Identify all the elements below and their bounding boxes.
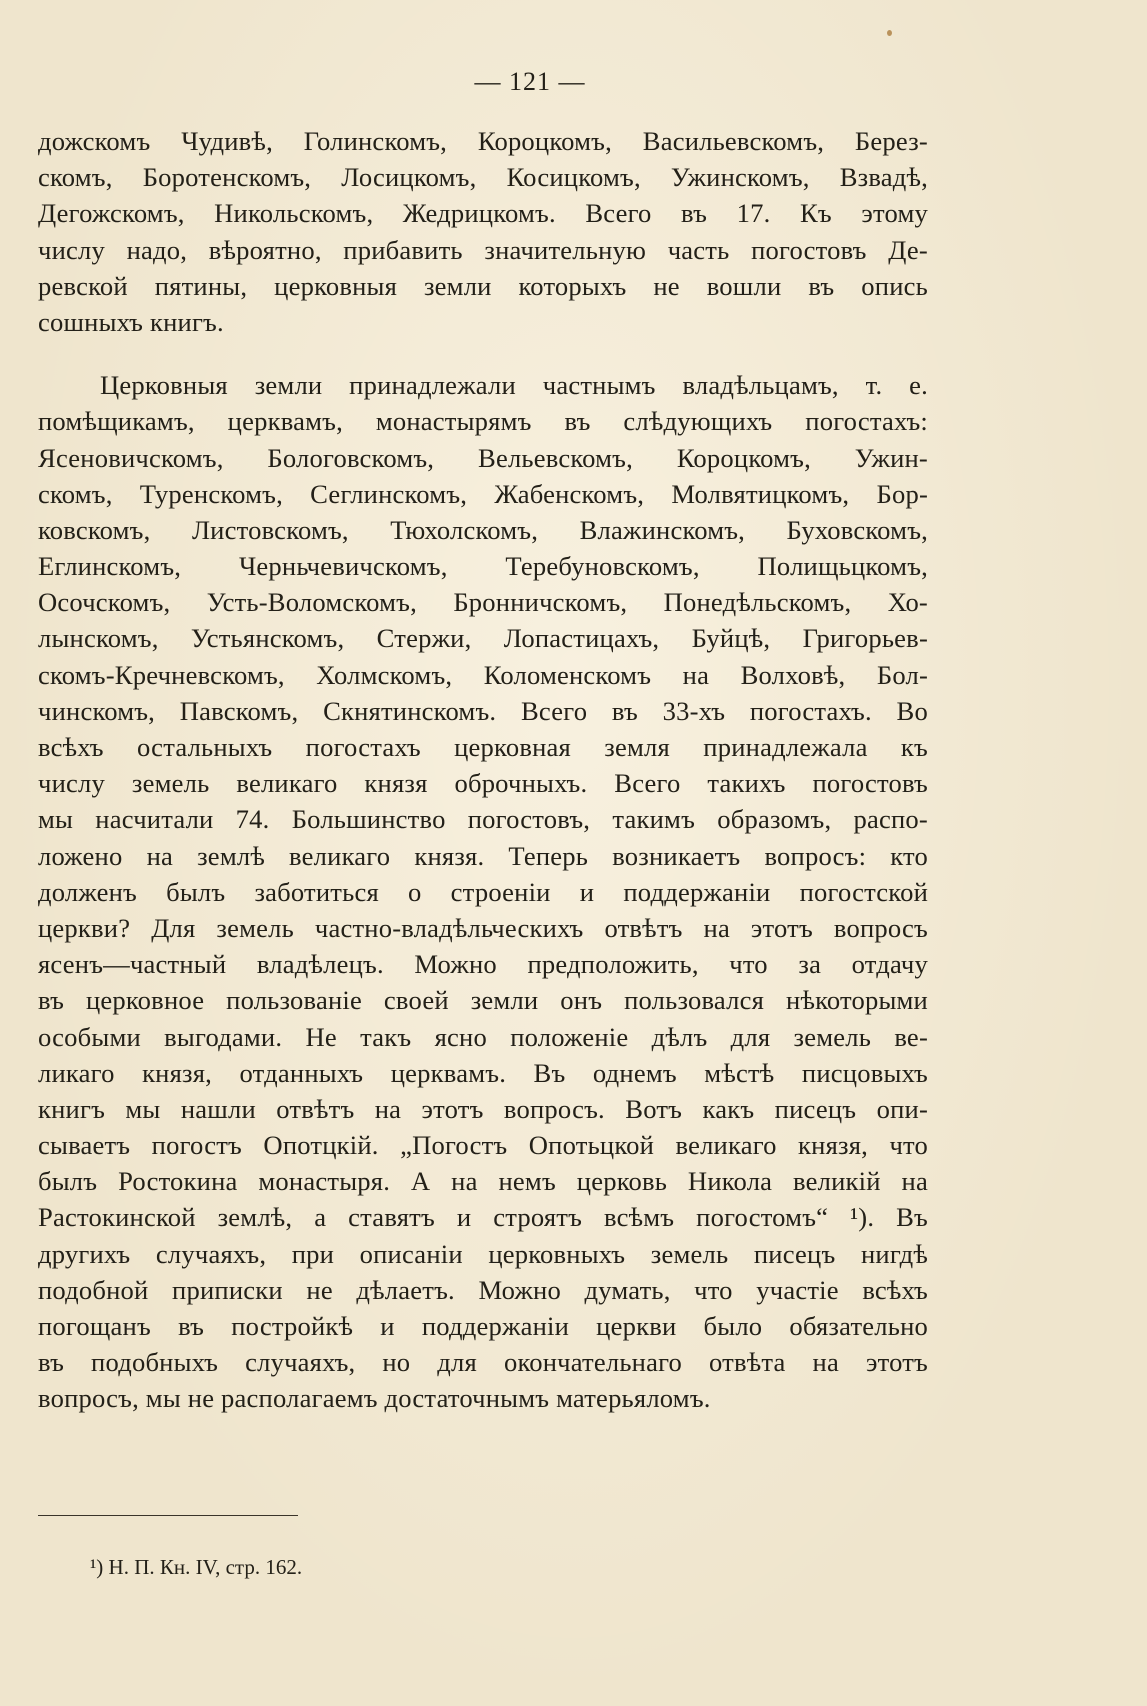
text-line: былъ Ростокина монастыря. А на немъ церковь Никола великій на [38, 1166, 928, 1197]
text-line: ковскомъ, Листовскомъ, Тюхолскомъ, Влажинскомъ, Буховскомъ, [38, 514, 928, 545]
text-line: ревской пятины, церковныя земли которыхъ не вошли въ опись [38, 270, 928, 301]
text-line: подобной приписки не дѣлаетъ. Можно думать, что участіе всѣхъ [38, 1274, 928, 1305]
text-line: въ подобныхъ случаяхъ, но для окончательнаго отвѣта на этотъ [38, 1347, 928, 1378]
paragraph [38, 123, 928, 340]
text-line: книгъ мы нашли отвѣтъ на этотъ вопросъ. Вотъ какъ писецъ опи- [38, 1093, 928, 1124]
text-line: особыми выгодами. Не такъ ясно положеніе дѣлъ для земель ве- [38, 1021, 928, 1052]
text-line: числу надо, вѣроятно, прибавить значительную часть погостовъ Де- [38, 234, 928, 265]
text-line: другихъ случаяхъ, при описаніи церковныхъ земель писецъ нигдѣ [38, 1238, 928, 1269]
text-line: Дегожскомъ, Никольскомъ, Жедрицкомъ. Всего въ 17. Къ этому [38, 198, 928, 229]
text-line: погощанъ въ постройкѣ и поддержаніи церкви было обязательно [38, 1311, 928, 1341]
text-line: въ церковное пользованіе своей земли онъ пользовался нѣкоторыми [38, 985, 928, 1016]
text-line: церкви? Для земель частно-владѣльческихъ отвѣтъ на этотъ вопросъ [38, 912, 928, 943]
footnote [90, 1552, 302, 1582]
footnote-text: Н. П. Кн. IV, стр. 162. [108, 1555, 303, 1579]
text-line: чинскомъ, Павскомъ, Скнятинскомъ. Всего въ 33-хъ погостахъ. Во [38, 695, 928, 726]
paper-speck [887, 30, 892, 36]
text-line: вопросъ, мы не располагаемъ достаточнымъ матерьяломъ. [38, 1383, 711, 1414]
text-line: долженъ былъ заботиться о строеніи и поддержаніи погостской [38, 876, 928, 907]
text-line: лынскомъ, Устьянскомъ, Стержи, Лопастицахъ, Буйцѣ, Григорьев- [38, 623, 928, 654]
footnote-marker: ¹) [90, 1555, 104, 1579]
text-line: дожскомъ Чудивѣ, Голинскомъ, Короцкомъ, Васильевскомъ, Берез- [38, 126, 928, 156]
text-line: ликаго князя, отданныхъ церквамъ. Въ однемъ мѣстѣ писцовыхъ [38, 1057, 928, 1088]
text-line: Церковныя земли принадлежали частнымъ владѣльцамъ, т. е. [100, 370, 928, 401]
text-line: скомъ, Боротенскомъ, Лосицкомъ, Косицкомъ, Ужинскомъ, Взвадѣ, [38, 162, 928, 193]
text-line: Осочскомъ, Усть-Воломскомъ, Бронничскомъ, Понедѣльскомъ, Хо- [38, 587, 928, 618]
body-text [38, 123, 928, 1417]
text-line: помѣщикамъ, церквамъ, монастырямъ въ слѣдующихъ погостахъ: [38, 406, 928, 437]
text-line: Еглинскомъ, Черньчевичскомъ, Теребуновскомъ, Полищьцкомъ, [38, 551, 928, 582]
text-line: числу земель великаго князя оброчныхъ. Всего такихъ погостовъ [38, 768, 928, 799]
page-number: — 121 — [474, 67, 586, 96]
text-line: скомъ, Туренскомъ, Сеглинскомъ, Жабенскомъ, Молвятицкомъ, Бор- [38, 478, 928, 509]
text-line: ложено на землѣ великаго князя. Теперь возникаетъ вопросъ: кто [38, 840, 928, 871]
text-line: сошныхъ книгъ. [38, 306, 224, 337]
text-line: ясенъ—частный владѣлецъ. Можно предположить, что за отдачу [38, 949, 928, 980]
paragraph [38, 367, 928, 1416]
text-line: всѣхъ остальныхъ погостахъ церковная земля принадлежала къ [38, 732, 928, 762]
text-line: скомъ-Кречневскомъ, Холмскомъ, Коломенскомъ на Волховѣ, Бол- [38, 659, 928, 690]
footnote-divider [38, 1515, 298, 1516]
paragraph-gap [38, 340, 928, 367]
text-line: Растокинской землѣ, а ставятъ и строятъ всѣмъ погостомъ“ ¹). Въ [38, 1202, 928, 1233]
text-line: мы насчитали 74. Большинство погостовъ, такимъ образомъ, распо- [38, 804, 928, 835]
text-line: Ясеновичскомъ, Бологовскомъ, Вельевскомъ, Короцкомъ, Ужин- [38, 442, 928, 473]
text-line: сываетъ погостъ Опотцкій. „Погостъ Опотьцкой великаго князя, что [38, 1130, 928, 1161]
